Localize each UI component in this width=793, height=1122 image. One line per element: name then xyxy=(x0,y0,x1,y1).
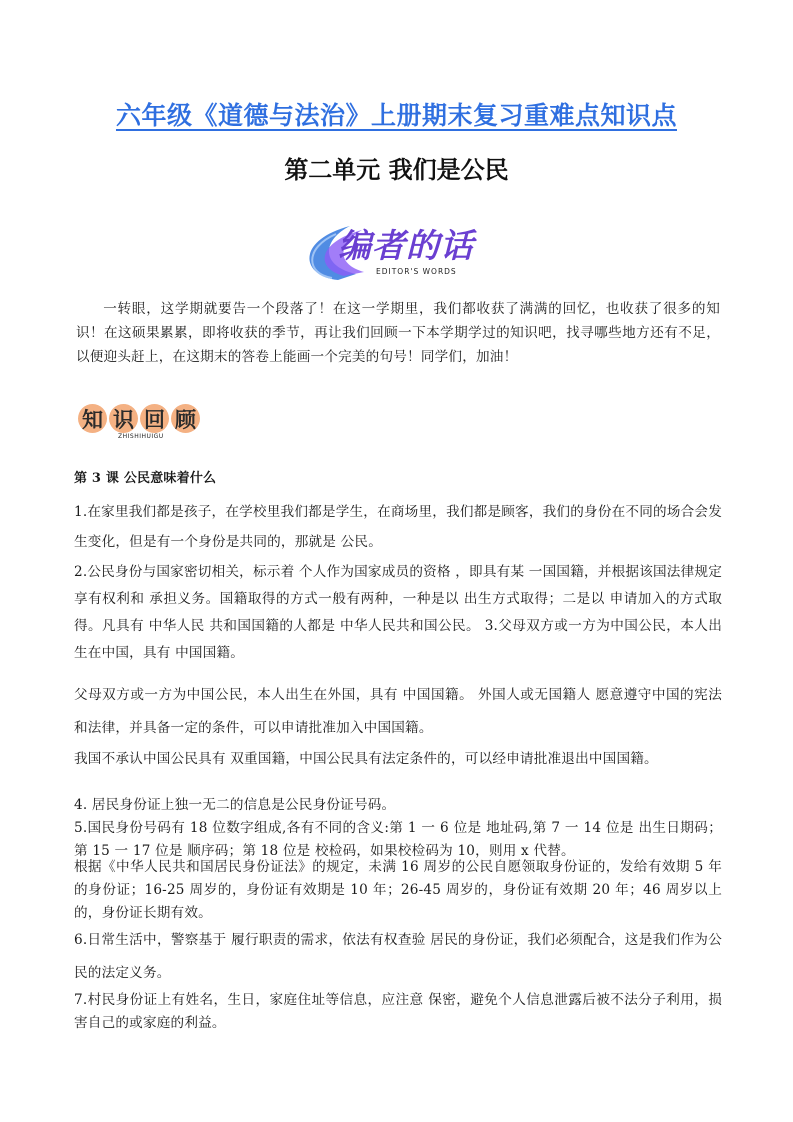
knowledge-review-badge xyxy=(78,404,208,444)
badge-char: 知 xyxy=(78,404,107,433)
badge-subtitle: ZHISHIHUIGU xyxy=(118,433,164,440)
point-5: 5.国民身份号码有 18 位数字组成,各有不同的含义:第 1 一 6 位是 地址码,第 7 一 14 位是 出生日期码；第 15 一 17 位是 顺序码；第 18 位是 校检码，如果校检码为 10，则用 x 代替。 xyxy=(74,820,722,859)
editor-logo-subtitle: EDITOR'S WORDS xyxy=(376,267,457,276)
editor-words-logo xyxy=(292,218,492,288)
point-4: 4. 居民身份证上独一无二的信息是公民身份证号码。 xyxy=(74,797,396,813)
editor-logo-title: 编者的话 xyxy=(338,226,474,265)
page-title: 六年级《道德与法治》上册期末复习重难点知识点 xyxy=(115,101,677,130)
badge-char: 回 xyxy=(140,404,169,433)
point-3-dual-nationality: 我国不承认中国公民具有 双重国籍，中国公民具有法定条件的，可以经申请批准退出中国国籍。 xyxy=(74,751,658,767)
badge-char: 识 xyxy=(109,404,138,433)
point-7: 7.村民身份证上有姓名，生日，家庭住址等信息，应注意 保密，避免个人信息泄露后被不法分子利用，损害自己的或家庭的利益。 xyxy=(74,992,722,1031)
unit-title: 第二单元 我们是公民 xyxy=(284,155,509,184)
point-3-foreign-birth: 父母双方或一方为中国公民，本人出生在外国，具有 中国国籍。 外国人或无国籍人 愿意遵守中国的宪法和法律，并具备一定的条件，可以申请批准加入中国国籍。 xyxy=(74,687,722,736)
point-2: 2.公民身份与国家密切相关，标示着 个人作为国家成员的资格 ，即具有某 一国国籍，并根据该国法律规定 享有权利和 承担义务。国籍取得的方式一般有两种，一种是以 出生方式取得；二是以 申请加入的方式取得。凡具有 中华人民 共和国国籍的人都是 中华人民共和国公民。 3.父母双方或一方为中国公民，本人出生在中国，具有 中国国籍。 xyxy=(74,564,722,661)
point-1: 1.在家里我们都是孩子，在学校里我们都是学生，在商场里，我们都是顾客，我们的身份在不同的场合会发生变化，但是有一个身份是共同的，那就是 公民。 xyxy=(74,504,722,550)
point-5-law: 根据《中华人民共和国居民身份证法》的规定，未满 16 周岁的公民自愿领取身份证的，发给有效期 5 年的身份证；16-25 周岁的，身份证有效期是 10 年；26-45 周岁的，身份证有效期 20 年；46 周岁以上的，身份证长期有效。 xyxy=(74,859,722,921)
intro-paragraph: 一转眼，这学期就要告一个段落了！在这一学期里，我们都收获了满满的回忆，也收获了很多的知识！在这硕果累累，即将收获的季节，再让我们回顾一下本学期学过的知识吧，找寻哪些地方还有不足，以便迎头赶上，在这期末的答卷上能画一个完美的句号！同学们，加油！ xyxy=(76,301,720,365)
badge-char: 顾 xyxy=(171,404,200,433)
point-6: 6.日常生活中，警察基于 履行职责的需求，依法有权查验 居民的身份证，我们必须配合，这是我们作为公民的法定义务。 xyxy=(74,932,722,981)
lesson-heading: 第 3 课 公民意味着什么 xyxy=(74,471,217,486)
